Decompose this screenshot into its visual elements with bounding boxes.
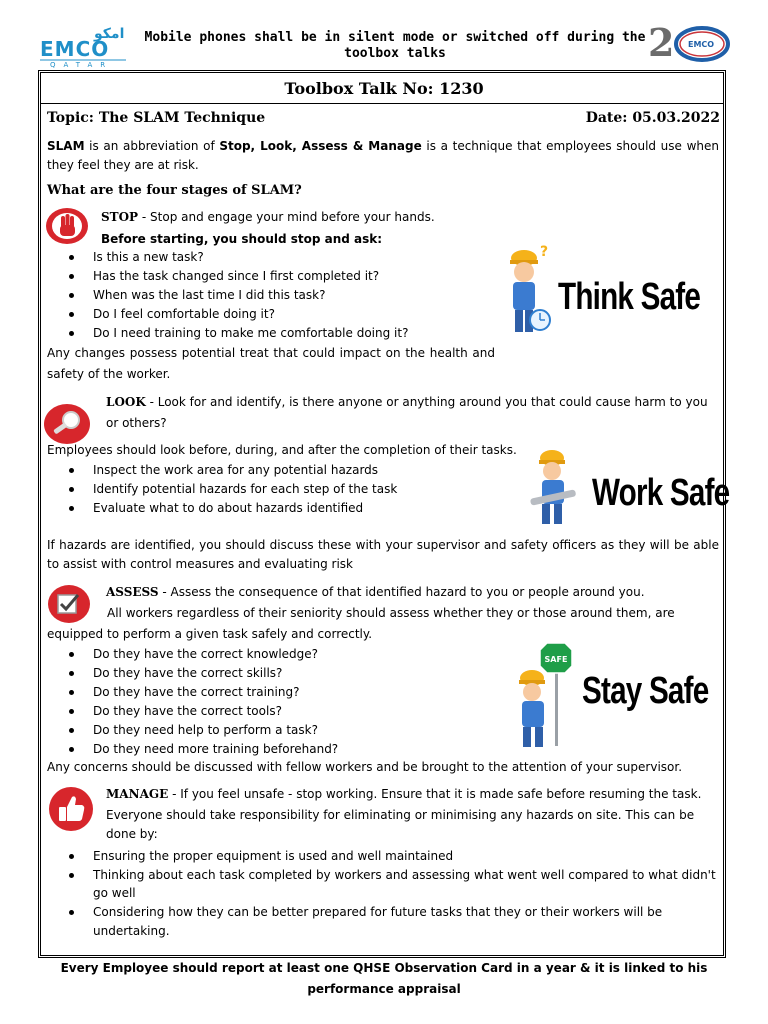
- list-item: Do I feel comfortable doing it?: [47, 305, 487, 324]
- footer-note: [0, 958, 768, 1000]
- worker-safe-sign-icon: [514, 640, 578, 750]
- stay-safe-text: Stay Safe: [582, 670, 709, 712]
- logo-arabic: امكو: [94, 26, 125, 42]
- look-text: - Look for and identify, is there anyone or anything around you that could cause harm to you or others?: [106, 395, 708, 430]
- stop-subhead: Before starting, you should stop and ask:: [101, 232, 383, 246]
- work-safe-text: Work Safe: [592, 472, 730, 514]
- list-item: When was the last time I did this task?: [47, 286, 487, 305]
- list-item: Do they have the correct skills?: [47, 664, 487, 683]
- thumbs-up-icon: [48, 786, 92, 826]
- stay-safe-illustration: [514, 640, 720, 750]
- title-divider: [41, 103, 723, 104]
- stop-keyword: STOP: [101, 210, 139, 224]
- stop-closing: Any changes possess potential treat that could impact on the health and safety of the worker.: [47, 346, 495, 381]
- list-item: Inspect the work area for any potential hazards: [47, 461, 517, 480]
- notice-text: Mobile phones shall be in silent mode or switched off during the toolbox talks: [144, 30, 646, 61]
- look-bullet-list: [47, 461, 517, 518]
- page-title: Toolbox Talk No: 1230: [284, 79, 484, 98]
- intro-paragraph: [47, 137, 719, 175]
- assess-line: [106, 583, 645, 602]
- footer-line-2: performance appraisal: [307, 982, 461, 996]
- footer-line-1: Every Employee should report at least one QHSE Observation Card in a year & it is linked to his: [60, 961, 708, 975]
- assess-text: - Assess the consequence of that identified hazard to you or people around you.: [158, 585, 645, 599]
- worker-wrench-icon: [526, 444, 586, 530]
- list-item: Has the task changed since I first completed it?: [47, 267, 487, 286]
- list-item: Do they need more training beforehand?: [47, 740, 487, 759]
- list-item: Thinking about each task completed by workers and assessing what went well compared to what didn't go well: [47, 866, 719, 902]
- think-safe-illustration: [500, 240, 700, 340]
- assess-closing: Any concerns should be discussed with fellow workers and be brought to the attention of your supervisor.: [47, 760, 683, 774]
- stop-hand-icon: [45, 206, 89, 246]
- assess-bullet-list: [47, 645, 487, 759]
- think-safe-text: Think Safe: [558, 276, 701, 318]
- list-item: Considering how they can be better prepared for future tasks that they or their workers will be undertaking.: [47, 903, 719, 922]
- intro-stages: Stop, Look, Assess & Manage: [219, 139, 422, 153]
- work-safe-illustration: [526, 444, 730, 530]
- stages-heading: What are the four stages of SLAM?: [47, 183, 302, 198]
- emco-logo: [38, 24, 130, 68]
- intro-text-1: is an abbreviation of: [84, 139, 220, 153]
- list-item: Identify potential hazards for each step of the task: [47, 480, 517, 499]
- logo-right-text: EMCO: [688, 40, 715, 49]
- assess-line2: All workers regardless of their seniority should assess whether they or those around them, are equipped to perform a given task safely and correctly.: [47, 606, 675, 641]
- manage-text: - If you feel unsafe - stop working. Ensure that it is made safe before resuming the task.: [168, 787, 702, 801]
- stop-text: - Stop and engage your mind before your hands.: [138, 210, 435, 224]
- list-item: Do I need training to make me comfortable doing it?: [47, 324, 487, 343]
- worker-thinking-icon: [500, 240, 560, 340]
- logo-country: QATAR: [50, 61, 114, 68]
- assess-keyword: ASSESS: [106, 585, 159, 599]
- manage-line: [106, 785, 701, 804]
- anniversary-20-logo: [648, 20, 732, 64]
- stop-line: [101, 208, 435, 227]
- list-item: Evaluate what to do about hazards identified: [47, 499, 517, 518]
- svg-text:2: 2: [648, 20, 675, 64]
- intro-text-2: is a technique that employees should use when they feel they are at risk.: [47, 139, 719, 172]
- look-keyword: LOOK: [106, 395, 146, 409]
- manage-bullet-list: [47, 847, 719, 938]
- list-item: Is this a new task?: [47, 248, 487, 267]
- look-closing: If hazards are identified, you should discuss these with your supervisor and safety officers as they will be able to assist with control measures and evaluating risk: [47, 538, 719, 571]
- list-item: Do they have the correct tools?: [47, 702, 487, 721]
- manage-line2: Everyone should take responsibility for eliminating or minimising any hazards on site. This can be done by:: [106, 808, 695, 841]
- date-label: Date: 05.03.2022: [585, 110, 720, 126]
- manage-keyword: MANAGE: [106, 787, 169, 801]
- safe-sign-text: SAFE: [544, 655, 568, 664]
- list-item: Do they need help to perform a task?: [47, 721, 487, 740]
- topic-label: Topic: The SLAM Technique: [47, 110, 266, 126]
- magnifier-icon: [43, 402, 87, 442]
- list-item: Do they have the correct knowledge?: [47, 645, 487, 664]
- svg-text:?: ?: [540, 244, 549, 260]
- logo-wordmark: EMCO: [40, 37, 110, 61]
- look-line: [106, 392, 721, 434]
- stop-bullet-list: [47, 248, 487, 343]
- list-item: Ensuring the proper equipment is used and well maintained: [47, 847, 719, 866]
- look-lead: Employees should look before, during, and after the completion of their tasks.: [47, 443, 517, 457]
- intro-slam: SLAM: [47, 139, 85, 153]
- list-item: Do they have the correct training?: [47, 683, 487, 702]
